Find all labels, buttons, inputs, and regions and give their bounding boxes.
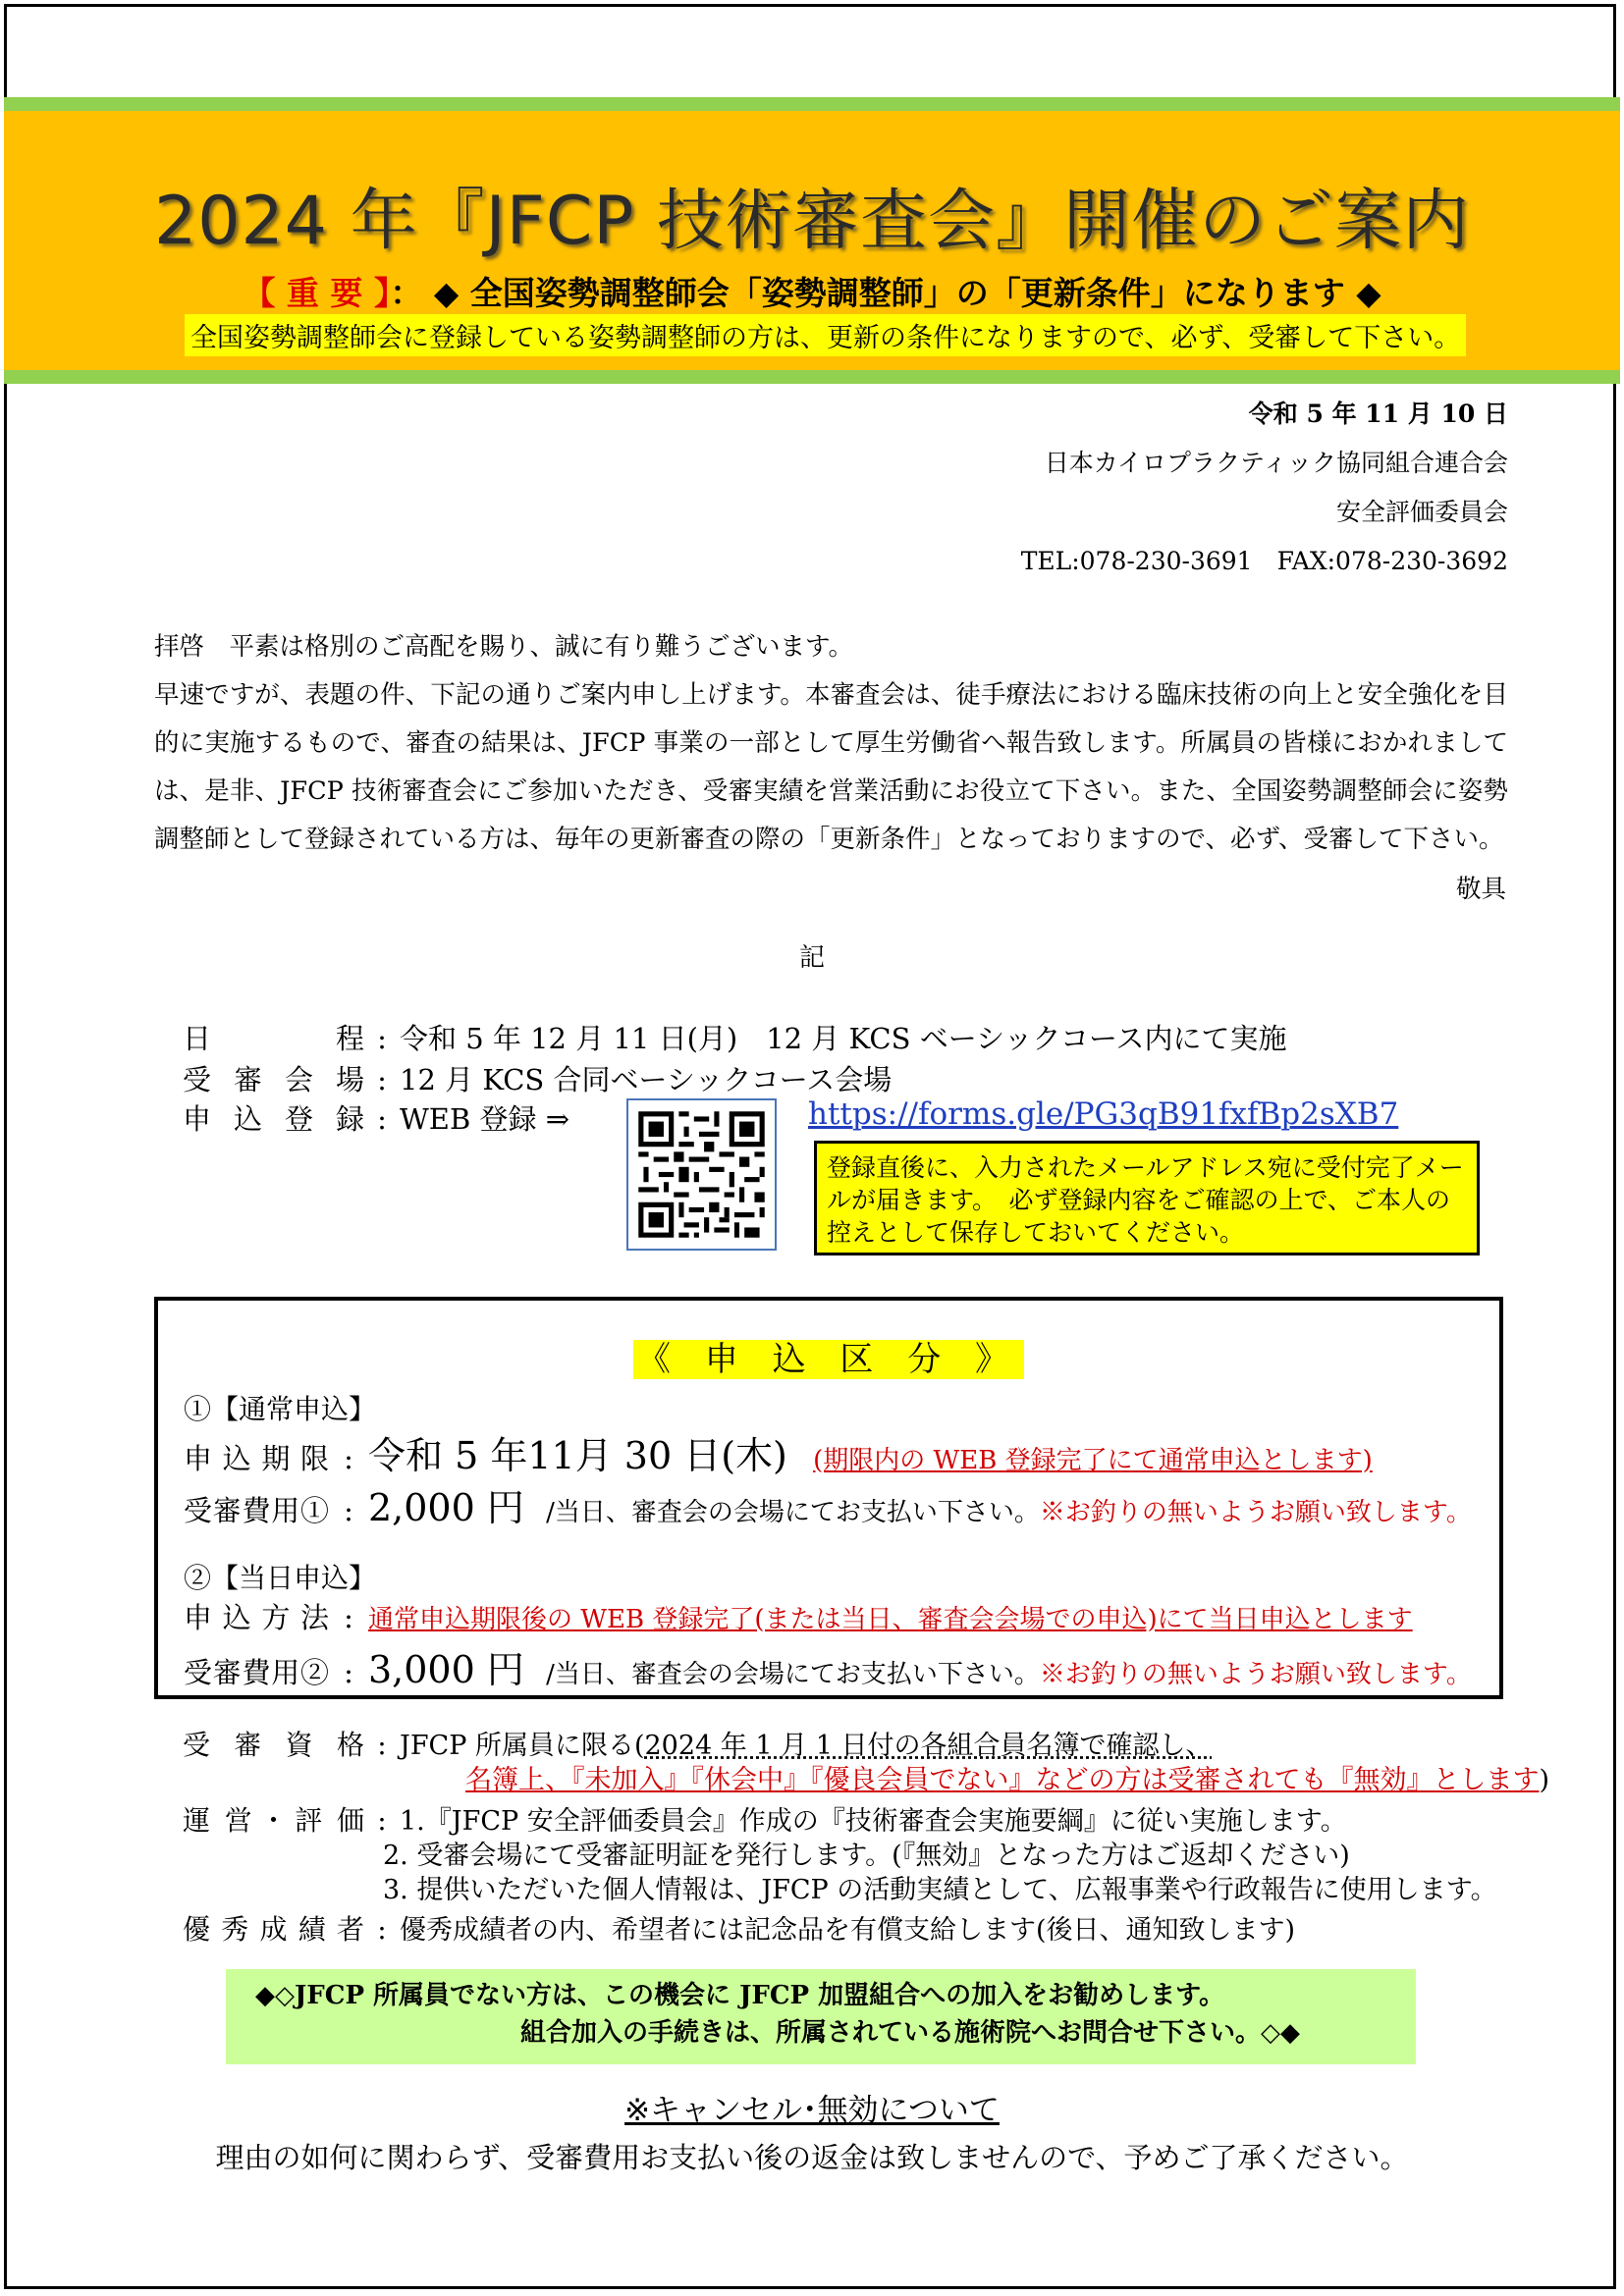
application-section [154, 1297, 1503, 1699]
fee2-warning: ※お釣りの無いようお願い致します。 [1039, 1660, 1472, 1689]
important-separator: ： ◆ [390, 274, 470, 312]
cancel-title [0, 2085, 1624, 2129]
join-invitation [226, 1969, 1416, 2064]
fee1-label: 受審費用① [184, 1494, 329, 1527]
join-line-1: ◆◇JFCP 所属員でない方は、この機会に JFCP 加盟組合への加入をお勧めします。 [255, 1981, 1225, 2010]
banner-subtitle: 全国姿勢調整師会に登録している姿勢調整師の方は、更新の条件になりますので、必ず、受審して下さい。 [185, 314, 1466, 356]
method-label: 申込方法 [184, 1601, 329, 1634]
page-title: 2024 年『JFCP 技術審査会』開催のご案内 [154, 183, 1470, 260]
operations-row: 運営･評価 : 1.『JFCP 安全評価委員会』作成の『技術審査会実施要綱』に従い実施します。 [183, 1799, 1347, 1839]
qualification-label: 受審資格 [183, 1729, 364, 1761]
ki-marker: 記 [798, 943, 825, 973]
deadline-note: (期限内の WEB 登録完了にて通常申込とします) [813, 1446, 1373, 1475]
important-line [4, 268, 1620, 314]
application-title [158, 1332, 1499, 1380]
venue-label: 受審会場 [183, 1063, 364, 1096]
register-value: WEB 登録 ⇒ [400, 1102, 570, 1136]
important-tag: 【 重 要 】 [243, 274, 391, 312]
venue-row: 受審会場 : 12 月 KCS 合同ベーシックコース会場 [183, 1058, 892, 1098]
venue-value: 12 月 KCS 合同ベーシックコース会場 [400, 1063, 893, 1096]
schedule-label: 日程 [183, 1022, 364, 1055]
fee1-warning: ※お釣りの無いようお願い致します。 [1039, 1498, 1472, 1527]
sameday-heading: ②【当日申込】 [184, 1562, 377, 1594]
body-paragraph-text: 早速ですが、表題の件、下記の通りご案内申し上げます。本審査会は、徒手療法における臨床技術の向上と安全強化を目的に実施するもので、審査の結果は、JFCP 事業の一部として厚生労働省へ報告致します。所属員の皆様におかれましては、是非、JFCP 技術審査会にご参加いただき、受審実績を営業活動にお役立て下さい。また、全国姿勢調整師会に姿勢調整師として登録されている方は、毎年の更新審査の際の「更新条件」となっておりますので、必ず、受審して下さい。 [154, 680, 1508, 854]
fee2-row: 受審費用② : 3,000 円 /当日、審査会の会場にてお支払い下さい。※お釣りの無いようお願い致します。 [184, 1648, 1472, 1691]
qualification-value-b: 2024 年 1 月 1 日付の各組合員名簿で確認し、 [644, 1731, 1213, 1761]
qualification-row-2 [465, 1758, 1549, 1796]
schedule-row: 日程 : 令和 5 年 12 月 11 日(月) 12 月 KCS ベーシックコース内にて実施 [183, 1017, 1287, 1057]
operations-label: 運営･評価 [183, 1804, 364, 1837]
sender-committee: 安全評価委員会 [1335, 498, 1508, 526]
application-title-text: 《 申 込 区 分 》 [633, 1340, 1024, 1379]
schedule-value: 令和 5 年 12 月 11 日(月) 12 月 KCS ベーシックコース内にて実施 [400, 1022, 1287, 1055]
operations-item-2: 2. 受審会場にて受審証明証を発行します。(『無効』となった方はご返却ください) [383, 1841, 1350, 1871]
qualification-value-d: ) [1539, 1765, 1550, 1795]
closing: 敬具 [1455, 875, 1506, 904]
fee2-label: 受審費用② [184, 1656, 329, 1689]
cancel-text: 理由の如何に関わらず、受審費用お支払い後の返金は致しませんので、予めご了承ください。 [215, 2141, 1409, 2174]
fee2-value: 3,000 円 [368, 1648, 524, 1691]
register-label: 申込登録 [183, 1102, 364, 1136]
cancel-title-text: ※キャンセル･無効について [624, 2093, 1000, 2128]
normal-heading: ①【通常申込】 [184, 1393, 377, 1425]
operations-item-1: 1.『JFCP 安全評価委員会』作成の『技術審査会実施要綱』に従い実施します。 [400, 1806, 1347, 1837]
issue-date: 令和 5 年 11 月 10 日 [1248, 400, 1508, 428]
fee1-value: 2,000 円 [368, 1486, 524, 1529]
registration-notice: 登録直後に、入力されたメールアドレス宛に受付完了メールが届きます。 必ず登録内容をご確認の上で、ご本人の控えとして保存しておいてください。 [814, 1141, 1480, 1255]
qualification-value-a: JFCP 所属員に限る( [400, 1731, 645, 1761]
qualification-value-c: 名簿上、『未加入』『休会中』『優良会員でない』などの方は受審されても『無効』とします [465, 1765, 1540, 1795]
qr-code-icon[interactable] [626, 1098, 777, 1251]
join-line-2: 組合加入の手続きは、所属されている施術院へお問合せ下さい。◇◆ [520, 2018, 1300, 2048]
fee1-note: /当日、審査会の会場にてお支払い下さい。 [546, 1498, 1040, 1527]
deadline-value: 令和 5 年11月 30 日(木) [368, 1434, 787, 1477]
honor-row: 優秀成績者 : 優秀成績者の内、希望者には記念品を有償支給します(後日、通知致します) [183, 1908, 1295, 1948]
method-row: 申込方法 : 通常申込期限後の WEB 登録完了(または当日、審査会会場での申込)にて当日申込とします [184, 1596, 1413, 1636]
honor-label: 優秀成績者 [183, 1913, 364, 1946]
method-value: 通常申込期限後の WEB 登録完了(または当日、審査会会場での申込)にて当日申込とします [368, 1605, 1413, 1634]
greeting: 拝啓 平素は格別のご高配を賜り、誠に有り難うございます。 [154, 632, 853, 662]
sender-organization: 日本カイロプラクティック協同組合連合会 [1044, 449, 1508, 477]
honor-value: 優秀成績者の内、希望者には記念品を有償支給します(後日、通知致します) [400, 1915, 1296, 1946]
deadline-row: 申込期限 : 令和 5 年11月 30 日(木) (期限内の WEB 登録完了にて通常申込とします) [184, 1434, 1373, 1477]
registration-url-link[interactable]: https://forms.gle/PG3qB91fxfBp2sXB7 [808, 1096, 1399, 1132]
fee2-note: /当日、審査会の会場にてお支払い下さい。 [546, 1660, 1040, 1689]
header-banner [4, 97, 1620, 384]
register-row: 申込登録 : WEB 登録 ⇒ [183, 1097, 569, 1138]
fee1-row: 受審費用① : 2,000 円 /当日、審査会の会場にてお支払い下さい。※お釣りの無いようお願い致します。 [184, 1486, 1472, 1529]
deadline-label: 申込期限 [184, 1442, 329, 1475]
important-text: 全国姿勢調整師会「姿勢調整師」の「更新条件」になります ◆ [469, 274, 1381, 312]
body-paragraph [154, 671, 1508, 864]
operations-item-3: 3. 提供いただいた個人情報は、JFCP の活動実績として、広報事業や行政報告に使用します。 [383, 1875, 1497, 1905]
sender-contact: TEL:078-230-3691 FAX:078-230-3692 [1020, 547, 1508, 575]
qualification-row: 受審資格 : JFCP 所属員に限る(2024 年 1 月 1 日付の各組合員名簿で確認し、 [183, 1724, 1212, 1763]
